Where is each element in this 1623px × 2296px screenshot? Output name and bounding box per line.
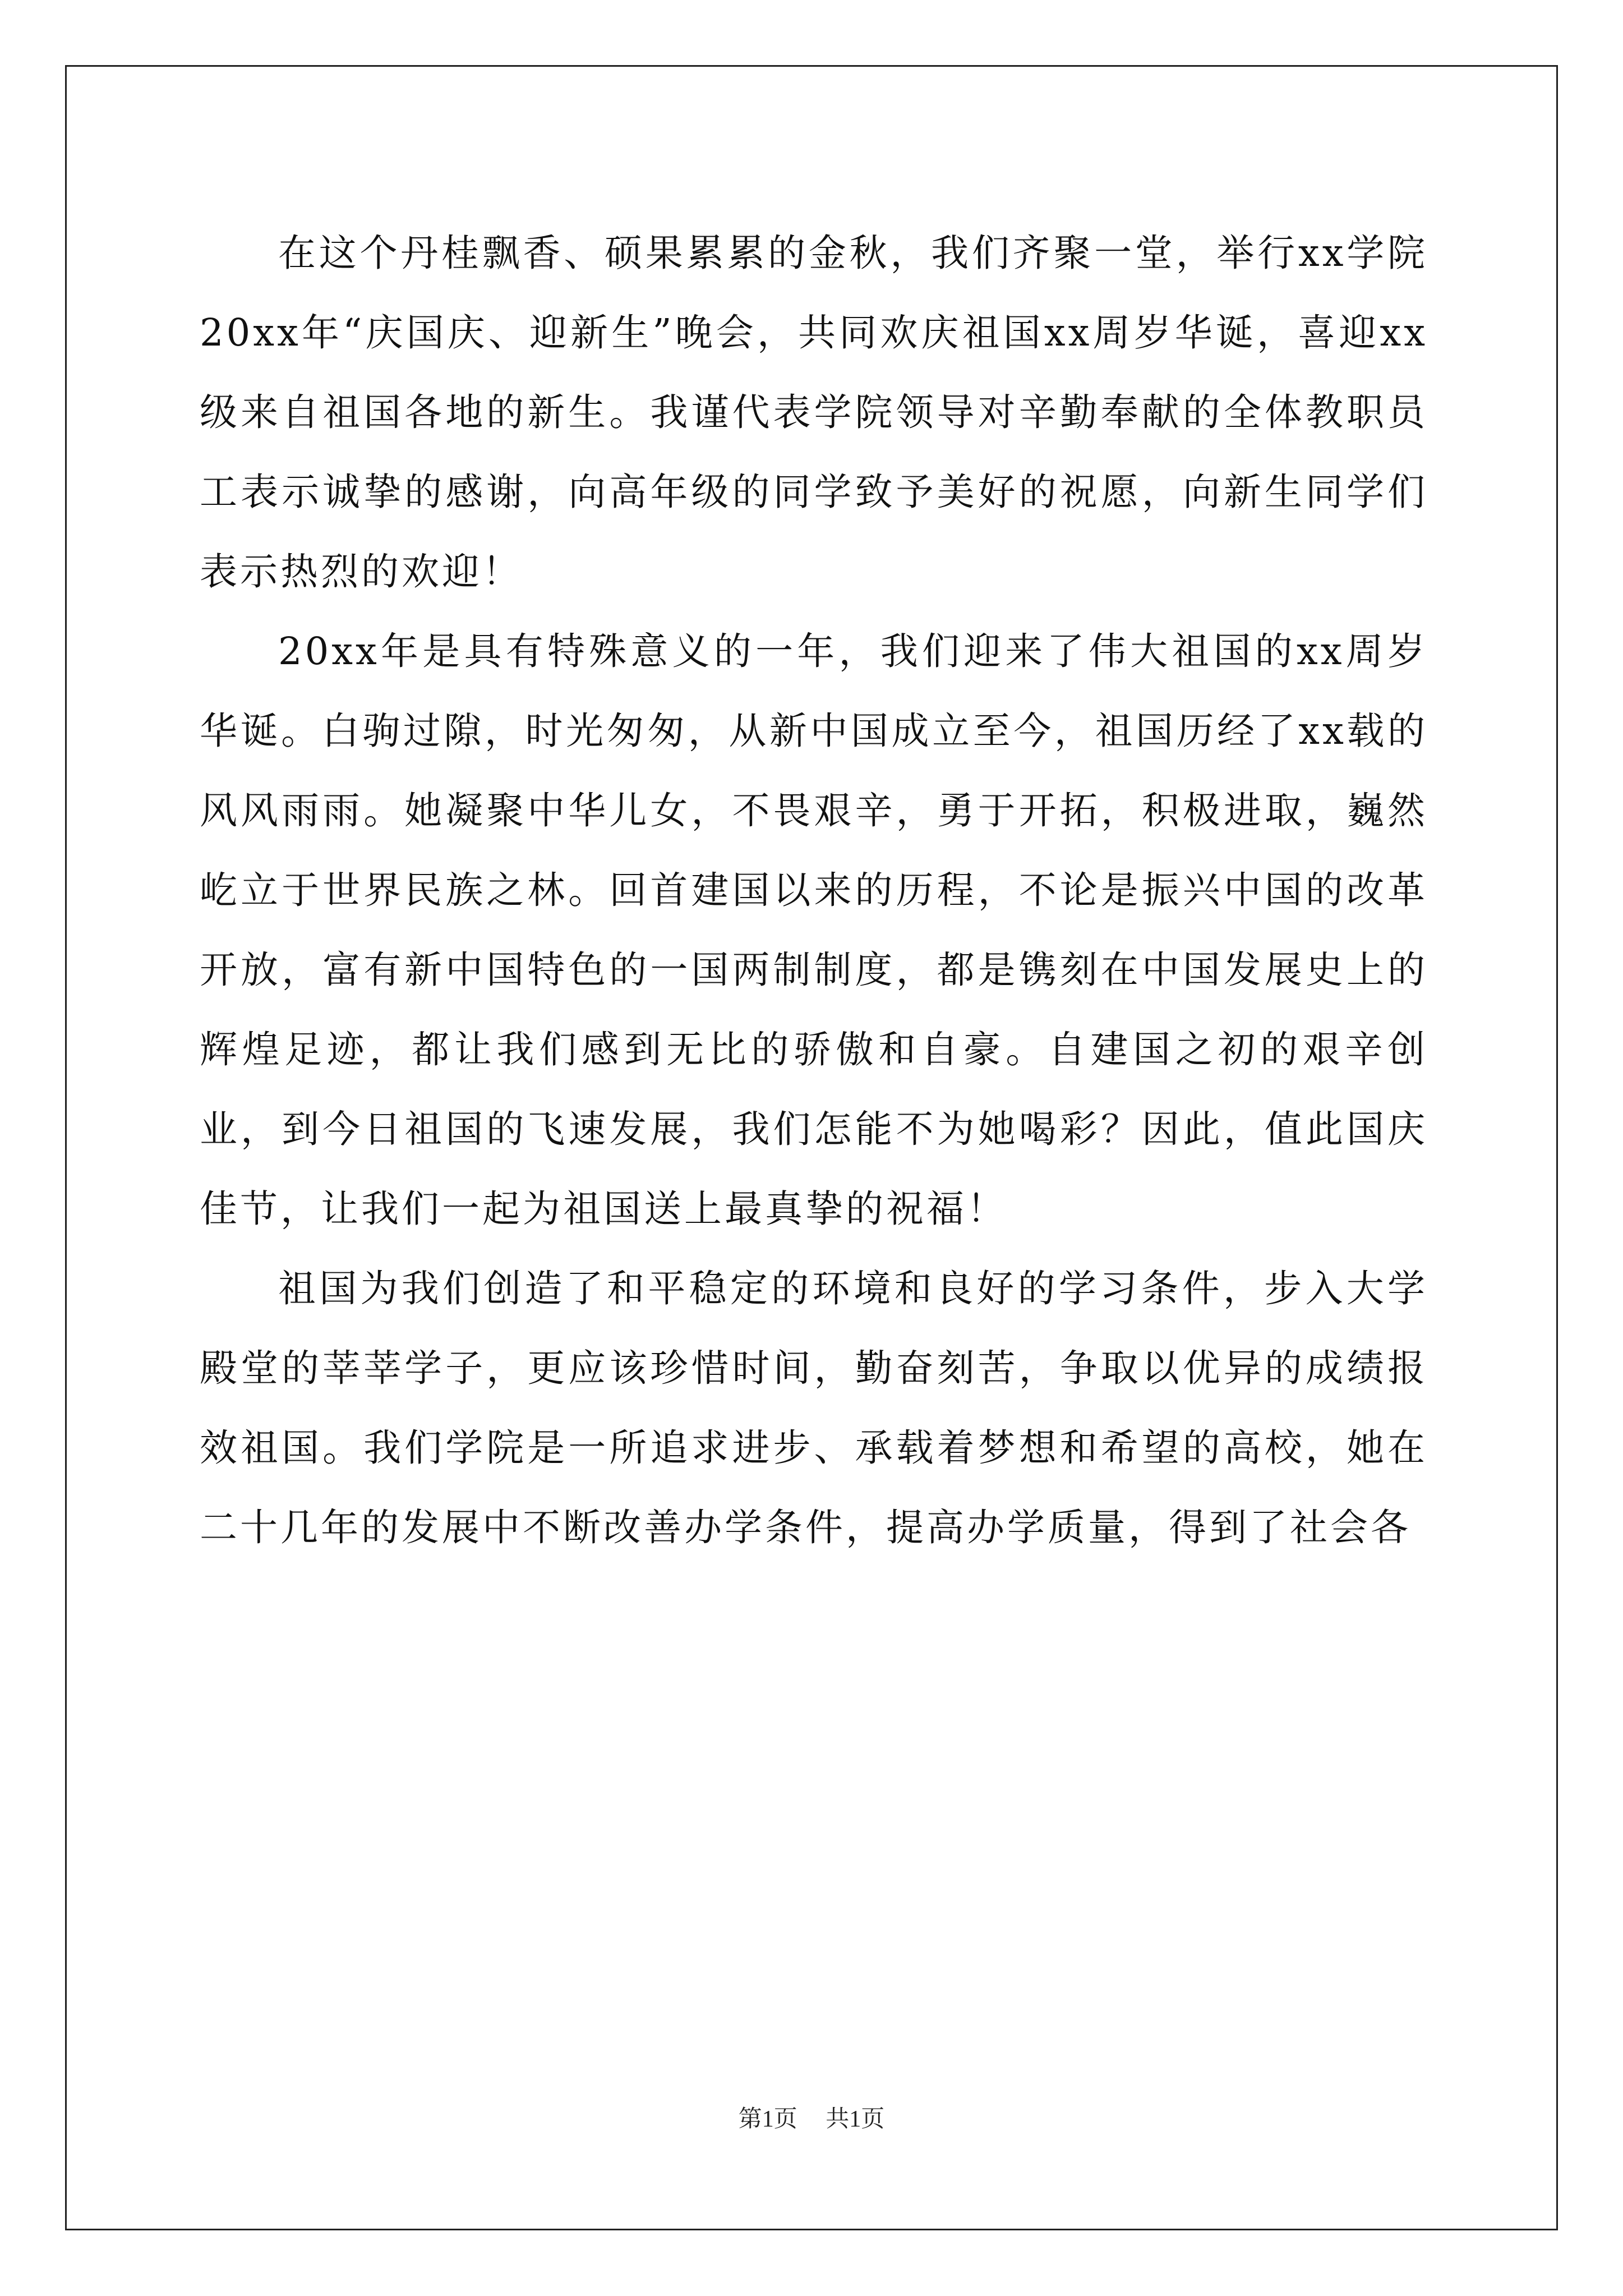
page-total: 共1页 xyxy=(826,2106,885,2132)
paragraph-1: 在这个丹桂飘香、硕果累累的金秋，我们齐聚一堂，举行xx学院20xx年“庆国庆、迎新生”晚会，共同欢庆祖国xx周岁华诞，喜迎xx级来自祖国各地的新生。我谨代表学院领导对辛勤奉献的全体教职员工表示诚挚的感谢，向高年级的同学致予美好的祝愿，向新生同学们表示热烈的欢迎！ xyxy=(200,231,1428,593)
document-body xyxy=(200,213,1428,1567)
page-number: 第1页 xyxy=(738,2106,797,2132)
paragraph-2: 20xx年是具有特殊意义的一年，我们迎来了伟大祖国的xx周岁华诞。白驹过隙，时光匆匆，从新中国成立至今，祖国历经了xx载的风风雨雨。她凝聚中华儿女，不畏艰辛，勇于开拓，积极进取，巍然屹立于世界民族之林。回首建国以来的历程，不论是振兴中国的改革开放，富有新中国特色的一国两制制度，都是镌刻在中国发展史上的辉煌足迹，都让我们感到无比的骄傲和自豪。自建国之初的艰辛创业，到今日祖国的飞速发展，我们怎能不为她喝彩？因此，值此国庆佳节，让我们一起为祖国送上最真挚的祝福！ xyxy=(200,629,1428,1231)
page-footer xyxy=(0,2100,1623,2134)
paragraph-3: 祖国为我们创造了和平稳定的环境和良好的学习条件，步入大学殿堂的莘莘学子，更应该珍惜时间，勤奋刻苦，争取以优异的成绩报效祖国。我们学院是一所追求进步、承载着梦想和希望的高校，她在二十几年的发展中不断改善办学条件，提高办学质量，得到了社会各 xyxy=(200,1267,1428,1549)
